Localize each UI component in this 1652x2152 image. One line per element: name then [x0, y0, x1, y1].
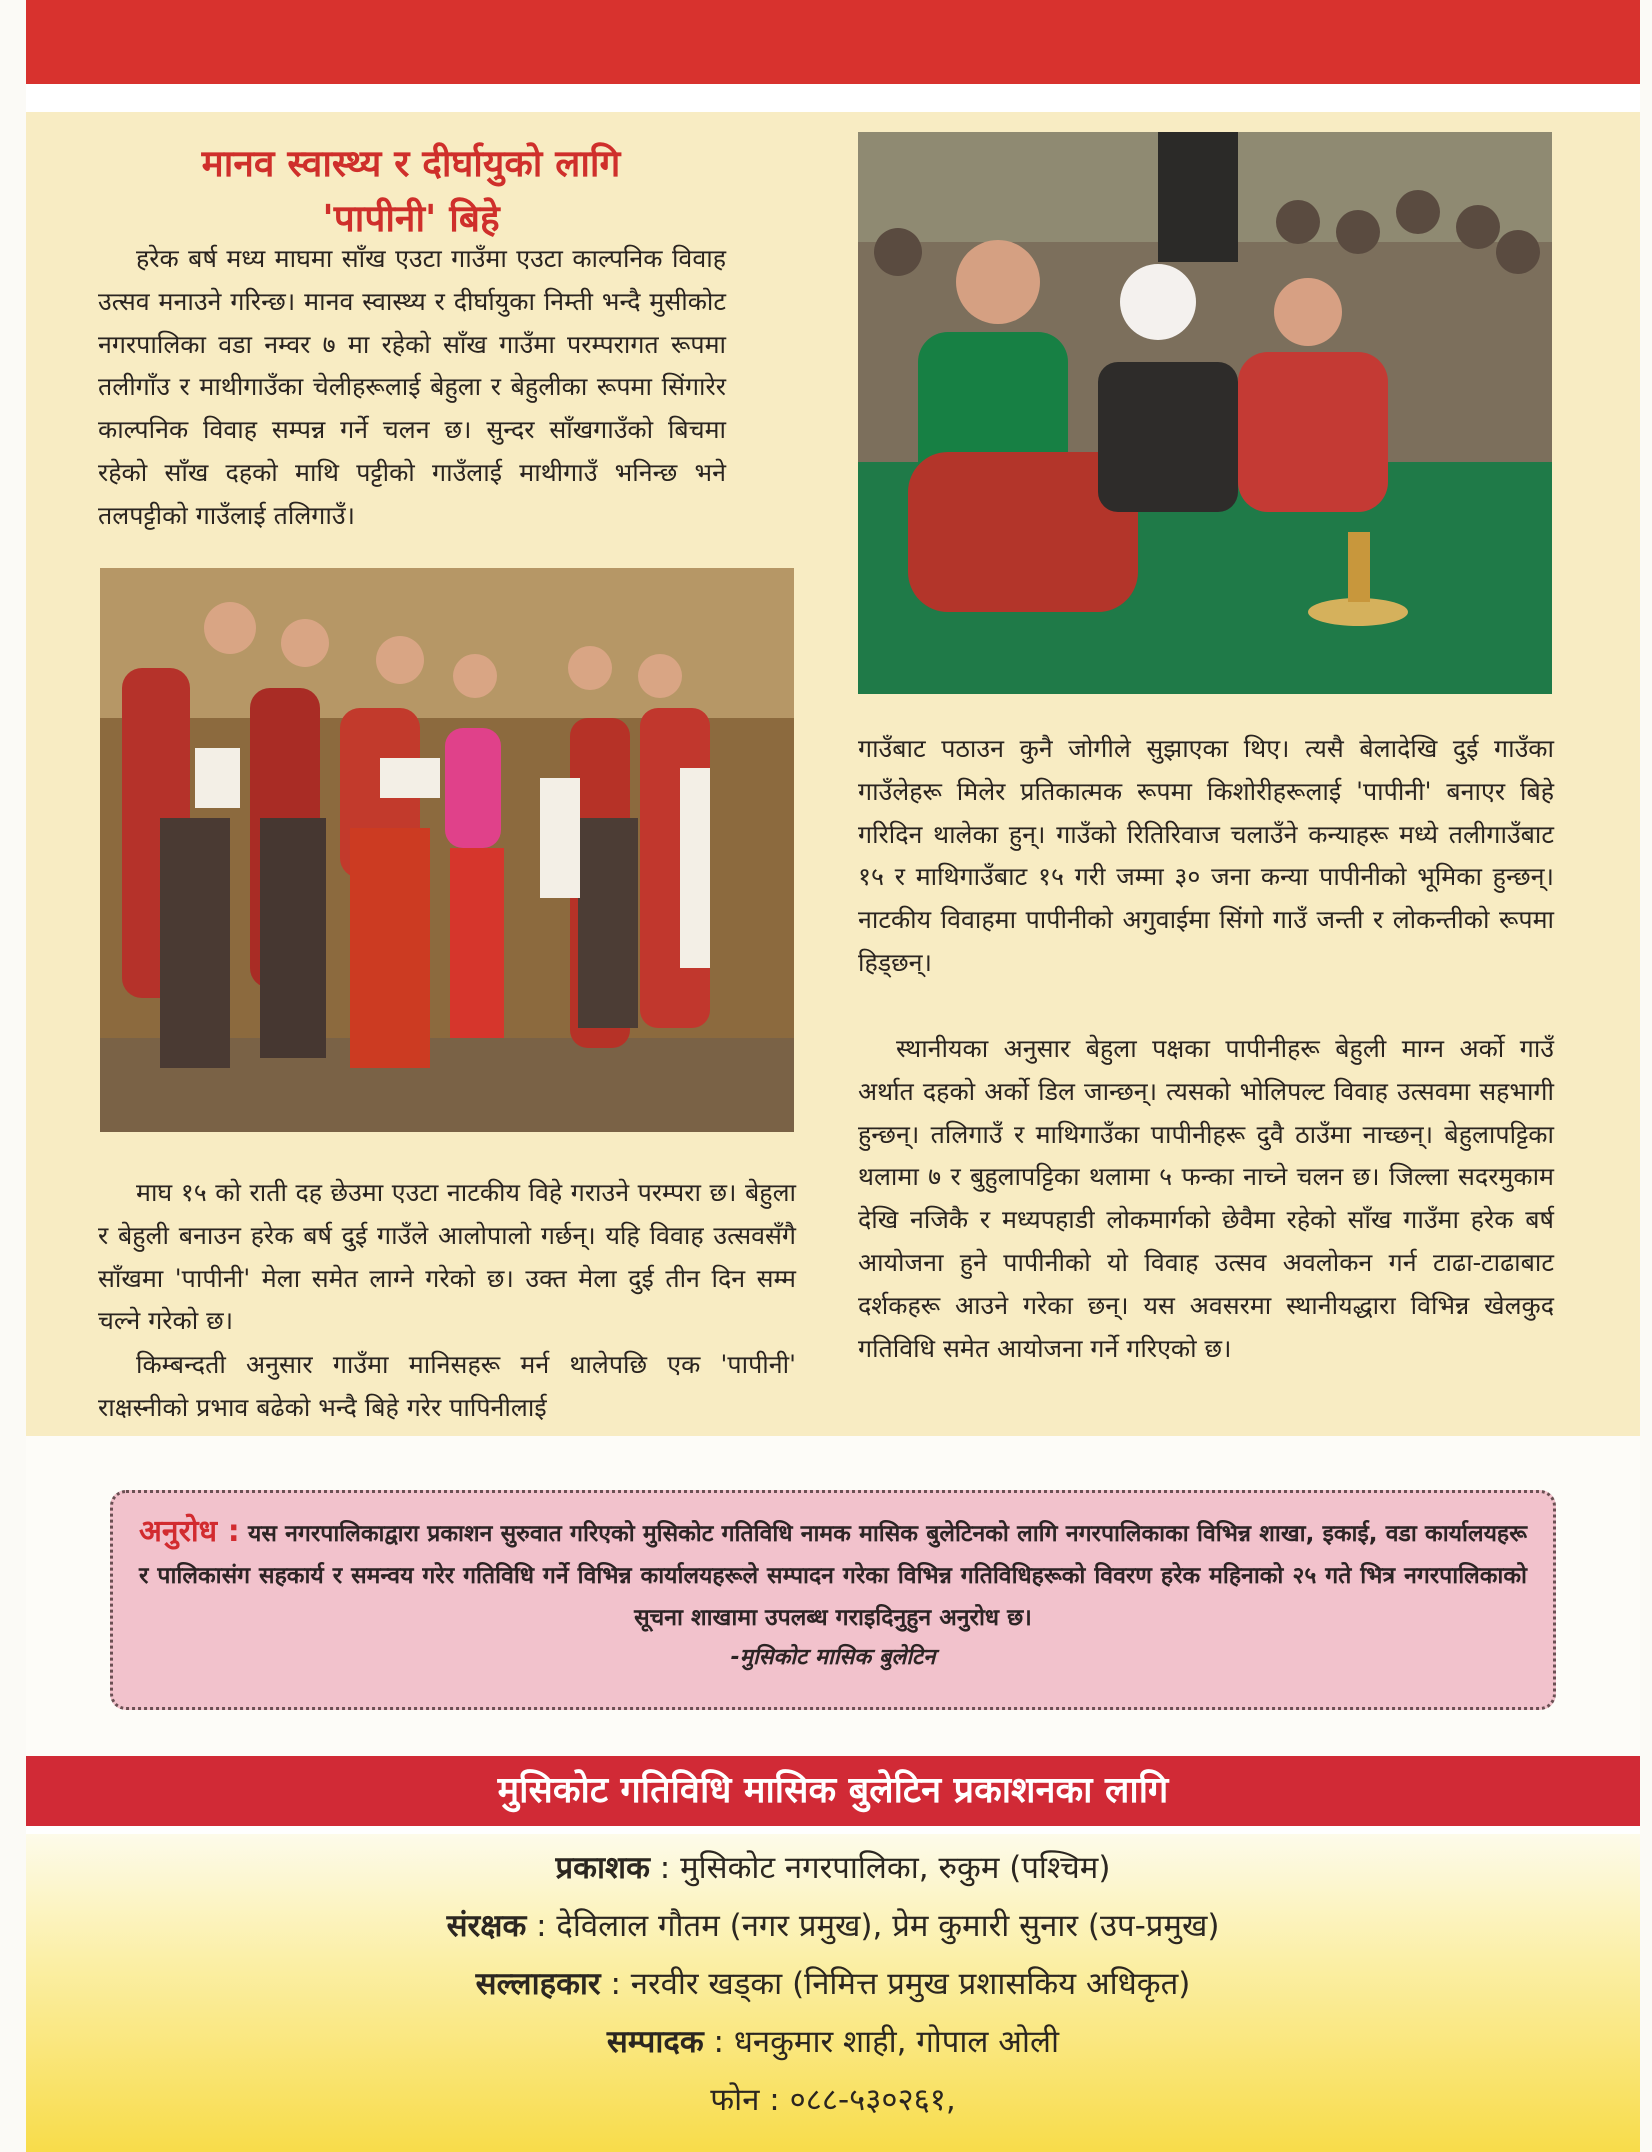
credit-publisher: प्रकाशक : मुसिकोट नगरपालिका, रुकुम (पश्चिम)	[555, 1850, 1111, 1886]
credit-publisher-label: प्रकाशक	[555, 1850, 650, 1886]
credit-patron-label: संरक्षक	[446, 1908, 527, 1944]
appeal-label: अनुरोध :	[139, 1514, 240, 1549]
top-red-band	[26, 0, 1640, 84]
top-white-strip	[26, 84, 1640, 112]
credits-section	[26, 1834, 1640, 2152]
credit-advisor-value: नरवीर खड्का (निमित्त प्रमुख प्रशासकिय अधिकृत)	[630, 1966, 1191, 2002]
credit-editor: सम्पादक : धनकुमार शाही, गोपाल ओली	[606, 2024, 1060, 2060]
appeal-text: यस नगरपालिकाद्वारा प्रकाशन सुरुवात गरिएको मुसिकोट गतिविधि नामक मासिक बुलेटिनको लागि नगरपालिकाका विभिन्न शाखा, इकाई, वडा कार्यालयहरू र पालिकासंग सहकार्य र समन्वय गरेर गतिविधि गर्ने विभिन्न कार्यालयहरूले सम्पादन गरेका विभिन्न गतिविधिहरूको विवरण हरेक महिनाको २५ गते भित्र नगरपालिकाको सूचना शाखामा उपलब्ध गराइदिनुहुन अनुरोध छ।	[139, 1521, 1527, 1631]
credit-advisor: सल्लाहकार : नरवीर खड्का (निमित्त प्रमुख प्रशासकिय अधिकृत)	[475, 1966, 1191, 2002]
photo-wedding-ceremony	[858, 132, 1552, 694]
credit-phone: फोन : ०८८-५३०२६१,	[710, 2082, 956, 2118]
credit-patron: संरक्षक : देविलाल गौतम (नगर प्रमुख), प्रेम कुमारी सुनार (उप-प्रमुख)	[446, 1908, 1220, 1944]
credit-phone-label: फोन	[710, 2082, 760, 2118]
credit-patron-value: देविलाल गौतम (नगर प्रमुख), प्रेम कुमारी सुनार (उप-प्रमुख)	[556, 1908, 1220, 1944]
article-section	[26, 112, 1640, 1436]
article-paragraph-jogi: गाउँबाट पठाउन कुनै जोगीले सुझाएका थिए। त्यसै बेलादेखि दुई गाउँका गाउँलेहरू मिलेर प्रतिकात्मक रूपमा किशोरीहरूलाई 'पापीनी' बनाएर बिहे गरिदिन थालेका हुन्। गाउँको रितिरिवाज चलाउँने कन्याहरू मध्ये तलीगाउँबाट १५ र माथिगाउँबाट १५ गरी जम्मा ३० जना कन्या पापीनीको भूमिका हुन्छन्। नाटकीय विवाहमा पापीनीको अगुवाईमा सिंगो गाउँ जन्ती र लोकन्तीको रूपमा हिड्छन्।	[858, 734, 1554, 977]
credit-editor-value: धनकुमार शाही, गोपाल ओली	[733, 2024, 1060, 2060]
credit-editor-label: सम्पादक	[606, 2024, 704, 2060]
footer-white-strip	[26, 1826, 1640, 1834]
article-paragraph-legend: किम्बन्दती अनुसार गाउँमा मानिसहरू मर्न थालेपछि एक 'पापीनी' राक्षस्नीको प्रभाव बढेको भन्दै बिहे गरेर पापिनीलाई	[98, 1350, 796, 1422]
appeal-signature: -मुसिकोट मासिक बुलेटिन	[730, 1645, 936, 1670]
article-title-line2: 'पापीनी' बिहे	[322, 197, 500, 240]
article-title	[96, 136, 726, 246]
credit-phone-value: ०८८-५३०२६१,	[789, 2082, 956, 2118]
appeal-box	[110, 1490, 1556, 1710]
photo-girls-in-costume	[100, 568, 794, 1132]
article-paragraph-intro: हरेक बर्ष मध्य माघमा साँख एउटा गाउँमा एउटा काल्पनिक विवाह उत्सव मनाउने गरिन्छ। मानव स्वास्थ्य र दीर्घायुका निम्ती भन्दै मुसीकोट नगरपालिका वडा नम्वर ७ मा रहेको साँख गाउँमा परम्परागत रूपमा तलीगाँउ र माथीगाउँका चेलीहरूलाई बेहुला र बेहुलीका रूपमा सिंगारेर काल्पनिक विवाह सम्पन्न गर्ने चलन छ। सुन्दर साँखगाउँको बिचमा रहेको साँख दहको माथि पट्टीको गाउँलाई माथीगाउँ भनिन्छ भने तलपट्टीको गाउँलाई तलिगाउँ।	[98, 244, 726, 530]
footer-banner: मुसिकोट गतिविधि मासिक बुलेटिन प्रकाशनका लागि	[26, 1756, 1640, 1826]
article-paragraph-local: स्थानीयका अनुसार बेहुला पक्षका पापीनीहरू बेहुली माग्न अर्को गाउँ अर्थात दहको अर्को डिल जान्छन्। त्यसको भोलिपल्ट विवाह उत्सवमा सहभागी हुन्छन्। तलिगाउँ र माथिगाउँका पापीनीहरू दुवै ठाउँमा नाच्छन्। बेहुलापट्टिका थलामा ७ र बुहुलापट्टिका थलामा ५ फन्का नाच्ने चलन छ। जिल्ला सदरमुकाम देखि नजिकै र मध्यपहाडी लोकमार्गको छेवैमा रहेको साँख गाउँमा हरेक बर्ष आयोजना हुने पापीनीको यो विवाह उत्सव अवलोकन गर्न टाढा-टाढाबाट दर्शकहरू आउने गरेका छन्। यस अवसरमा स्थानीयद्धारा विभिन्न खेलकुद गतिविधि समेत आयोजना गर्ने गरिएको छ।	[858, 1034, 1554, 1363]
credit-publisher-value: मुसिकोट नगरपालिका, रुकुम (पश्चिम)	[680, 1850, 1111, 1886]
article-title-line1: मानव स्वास्थ्य र दीर्घायुको लागि	[201, 142, 621, 185]
appeal-text-block	[139, 1511, 1527, 1639]
bulletin-page	[26, 0, 1640, 2152]
credit-advisor-label: सल्लाहकार	[475, 1966, 601, 2002]
article-paragraph-magh: माघ १५ को राती दह छेउमा एउटा नाटकीय विहे गराउने परम्परा छ। बेहुला र बेहुली बनाउन हरेक बर्ष दुई गाउँले आलोपालो गर्छन्। यहि विवाह उत्सवसँगै साँखमा 'पापीनी' मेला समेत लाग्ने गरेको छ। उक्त मेला दुई तीन दिन सम्म चल्ने गरेको छ।	[98, 1178, 796, 1336]
